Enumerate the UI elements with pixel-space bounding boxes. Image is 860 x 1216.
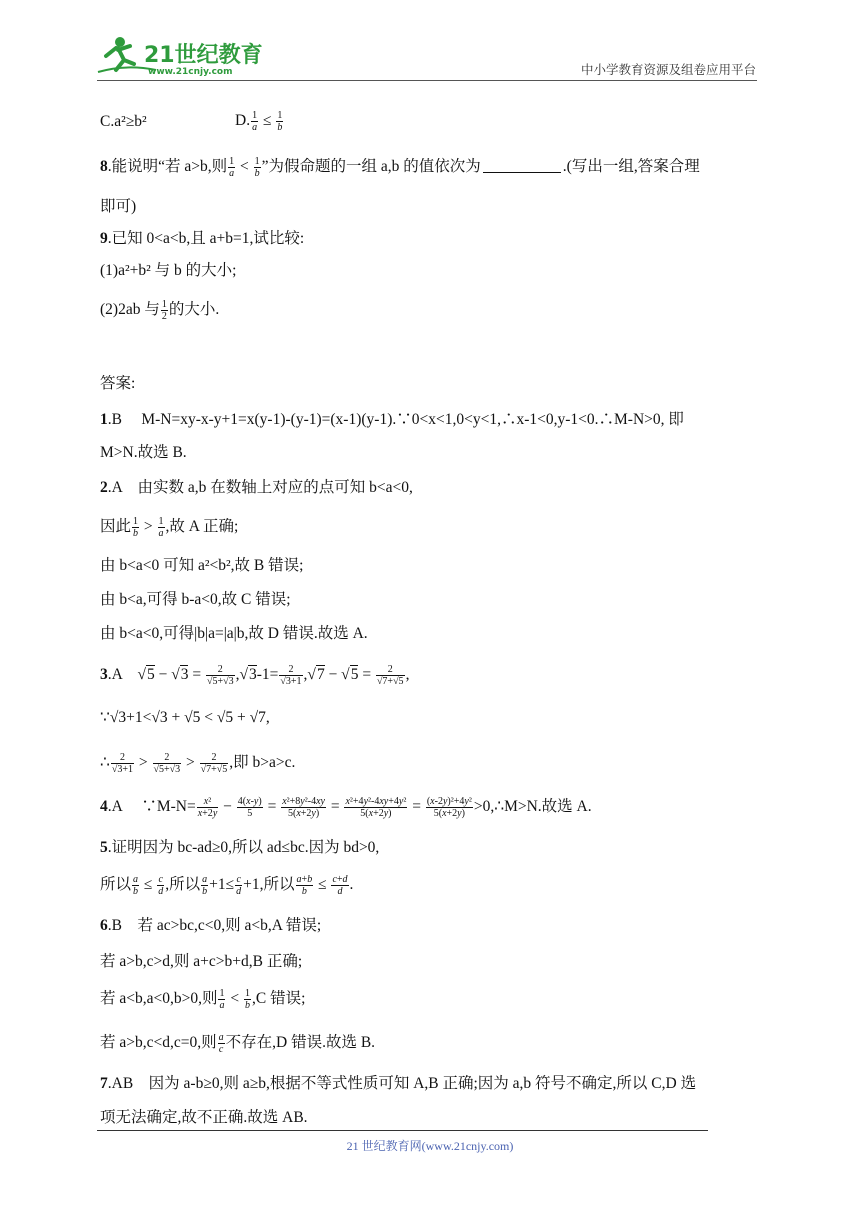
answer-2-line-3: 由 b<a<0 可知 a²<b²,故 B 错误; xyxy=(100,557,304,574)
site-logo xyxy=(96,34,266,78)
answer-7-line-1: 7.AB 因为 a-b≥0,则 a≥b,根据不等式性质可知 A,B 正确;因为 a,b 符号不确定,所以 C,D 选 xyxy=(100,1075,697,1092)
answer-blank xyxy=(483,158,561,173)
answer-2-line-4: 由 b<a,可得 b-a<0,故 C 错误; xyxy=(100,591,291,608)
answer-7-line-2: 项无法确定,故不正确.故选 AB. xyxy=(100,1109,308,1126)
q7-option-d: D. $\frac{1}{a}$ ≤ $\frac{1}{b}$ xyxy=(235,110,283,133)
answer-1-line-2: M>N.故选 B. xyxy=(100,444,187,461)
answers-heading: 答案: xyxy=(100,375,136,392)
question-9: 9.已知 0<a<b,且 a+b=1,试比较: xyxy=(100,230,305,247)
answer-5-line-2: 所以 $\frac{a}{b}$ ≤ $\frac{c}{d}$ ,所以 $\frac{a}{b}$ +1≤ $\frac{c}{d}$ +1,所以 $\frac{a+b}{b}$ ≤ $\frac{c+d}{d}$ . xyxy=(100,874,354,897)
answer-6-line-3: 若 a<b,a<0,b>0,则 $\frac{1}{a}$ < $\frac{1}{b}$ ,C 错误; xyxy=(100,988,306,1011)
answer-2-line-1: 2.A 由实数 a,b 在数轴上对应的点可知 b<a<0, xyxy=(100,479,413,496)
answer-1-line-1: 1.B M-N=xy-x-y+1=x(y-1)-(y-1)=(x-1)(y-1).∵0<x<1,0<y<1,∴x-1<0,y-1<0.∴M-N>0, 即 xyxy=(100,411,684,428)
answer-6-line-2: 若 a>b,c>d,则 a+c>b+d,B 正确; xyxy=(100,953,303,970)
answer-2-line-2: 因此 $\frac{1}{b}$ > $\frac{1}{a}$ ,故 A 正确; xyxy=(100,516,239,539)
answer-3-line-3: ∴ $\frac{2}{√3+1}$ > $\frac{2}{√5+√3}$ > $\frac{2}{√7+√5}$ ,即 b>a>c. xyxy=(100,752,296,775)
q7-option-c: C.a²≥b² xyxy=(100,113,147,130)
header-platform-text: 中小学教育资源及组卷应用平台 xyxy=(580,62,756,77)
header-divider xyxy=(97,80,757,81)
answer-6-line-4: 若 a>b,c<d,c=0,则 $\frac{a}{c}$ 不存在,D 错误.故选 B. xyxy=(100,1032,376,1055)
answer-4: 4.A ∵M-N= $\frac{\text{x²}}{x+2y}$ − $\frac{4(x-y)}{5}$ = $\frac{\text{x²+8y²-4xy}}{5(x+2y)}$ = $\frac{\text{x²+4y²-4xy+4y²}}{5(x+2y)}$ = $\frac{\text{(x-2y)²+4y²}}{5(x+2y)}$ >0,∴M>N.故选 A. xyxy=(100,796,592,819)
answer-3-line-2: ∵√3+1<√3 + √5 < √5 + √7, xyxy=(100,709,270,726)
answer-3-line-1: 3.A √5 − √3 = $\frac{2}{√5+√3}$ ,√3-1= $\frac{2}{√3+1}$ ,√7 − √5 = $\frac{2}{√7+√5}$ , xyxy=(100,664,410,687)
answer-5-line-1: 5.证明因为 bc-ad≥0,所以 ad≤bc.因为 bd>0, xyxy=(100,839,380,856)
footer-text: 21 世纪教育网(www.21cnjy.com) xyxy=(346,1139,514,1153)
answer-2-line-5: 由 b<a<0,可得|b|a=|a|b,故 D 错误.故选 A. xyxy=(100,625,368,642)
question-8: 8.能说明“若 a>b,则 $\frac{1}{a}$ < $\frac{1}{b}$ ”为假命题的一组 a,b 的值依次为 .(写出一组,答案合理 xyxy=(100,156,700,179)
logo-url: www.21cnjy.com xyxy=(148,67,233,77)
question-9-part-2: (2)2ab 与 $\frac{1}{2}$ 的大小. xyxy=(100,299,220,322)
footer-divider xyxy=(97,1130,708,1131)
question-8-cont: 即可) xyxy=(100,198,137,215)
logo-text: 21世纪教育 xyxy=(144,43,263,68)
answer-6-line-1: 6.B 若 ac>bc,c<0,则 a<b,A 错误; xyxy=(100,917,322,934)
question-9-part-1: (1)a²+b² 与 b 的大小; xyxy=(100,262,237,279)
